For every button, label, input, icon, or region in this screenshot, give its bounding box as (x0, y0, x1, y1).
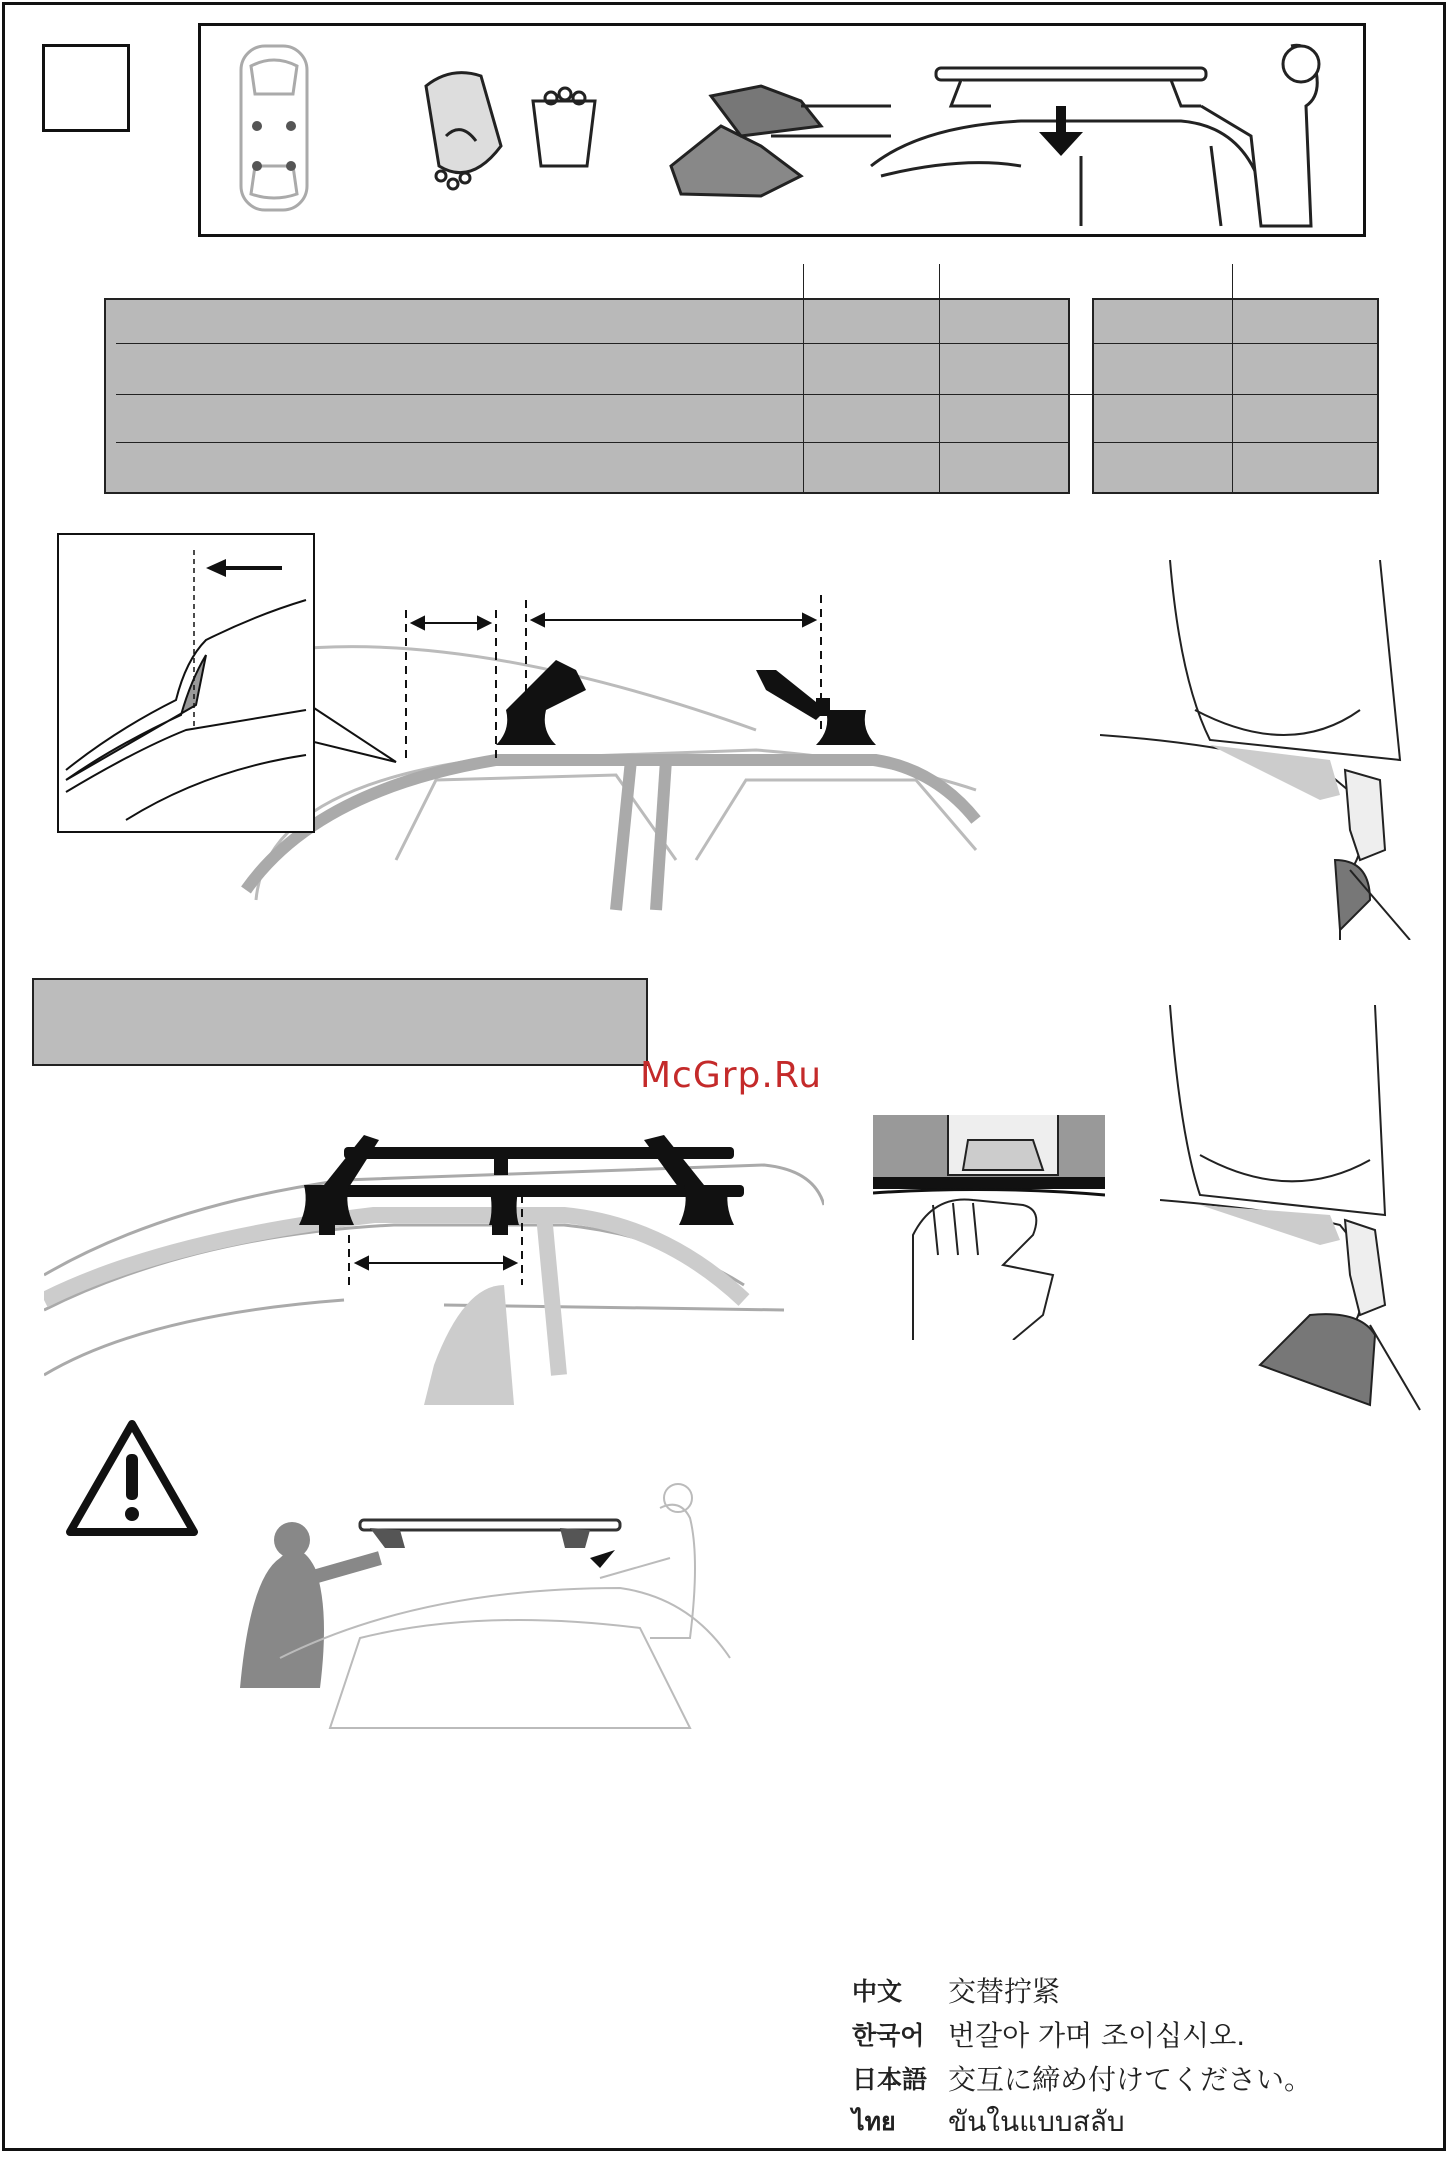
lang-name: 日本語 (852, 2065, 928, 2094)
lang-row-korean (852, 2012, 1312, 2056)
car-top-view-illustration (241, 46, 307, 210)
table-row-line (1070, 394, 1092, 395)
table-row-line (116, 394, 1070, 395)
table-col-line (803, 298, 804, 494)
table-row-line (1092, 343, 1379, 344)
lang-row-thai (852, 2100, 1312, 2144)
roof-foot-right (756, 670, 876, 745)
warning-icon (64, 1418, 200, 1538)
lang-name: 中文 (852, 1977, 903, 2006)
two-person-mounting-illustration (220, 1478, 740, 1738)
table-col-line (939, 298, 940, 494)
watermark-text: McGrp.Ru (640, 1055, 823, 1096)
table-row-line (1092, 442, 1379, 443)
preparation-panel (198, 23, 1366, 237)
roof-mount-illustration (871, 45, 1319, 226)
lang-text: 交互に締め付けてください。 (948, 2063, 1313, 2096)
lang-row-japanese (852, 2056, 1312, 2100)
lang-row-chinese (852, 1968, 1312, 2012)
table-col-line (1232, 298, 1233, 494)
step-number-box (42, 44, 130, 132)
table-tick (1232, 264, 1233, 298)
down-arrow-icon (1039, 106, 1083, 156)
bars-mounted-illustration (44, 1085, 824, 1410)
preparation-illustrations (201, 26, 1363, 234)
lang-text: 交替拧紧 (948, 1975, 1061, 2008)
section-banner (32, 978, 648, 1066)
door-seal-detail-bottom (1160, 1005, 1430, 1415)
table-row-line (1092, 394, 1379, 395)
table-row-line (116, 343, 1070, 344)
washing-illustration (426, 73, 595, 189)
table-tick (803, 264, 804, 298)
roof-foot-position-illustration (56, 530, 1036, 920)
table-row-line (116, 442, 1070, 443)
lang-name: 한국어 (852, 2021, 925, 2050)
roof-edge-detail-inset (58, 534, 396, 832)
roof-foot-left (496, 660, 586, 745)
cloth-drying-illustration (671, 86, 891, 196)
lang-text: 번갈아 가며 조이십시오. (948, 2019, 1246, 2052)
hand-press-foot-illustration (873, 1115, 1105, 1340)
table-tick (939, 264, 940, 298)
table-block-left (104, 298, 1070, 494)
language-instructions (852, 1968, 1312, 2144)
dimension-arrow-short (412, 617, 490, 629)
dimension-arrow-long (532, 614, 815, 626)
pivot-arrow-icon (590, 1550, 615, 1568)
lang-name: ไทย (852, 2107, 896, 2136)
table-block-right (1092, 298, 1379, 494)
bar-spacing-arrow (356, 1257, 516, 1269)
lang-text: ขันในแบบสลับ (948, 2105, 1125, 2138)
door-seal-detail-top (1100, 560, 1420, 940)
